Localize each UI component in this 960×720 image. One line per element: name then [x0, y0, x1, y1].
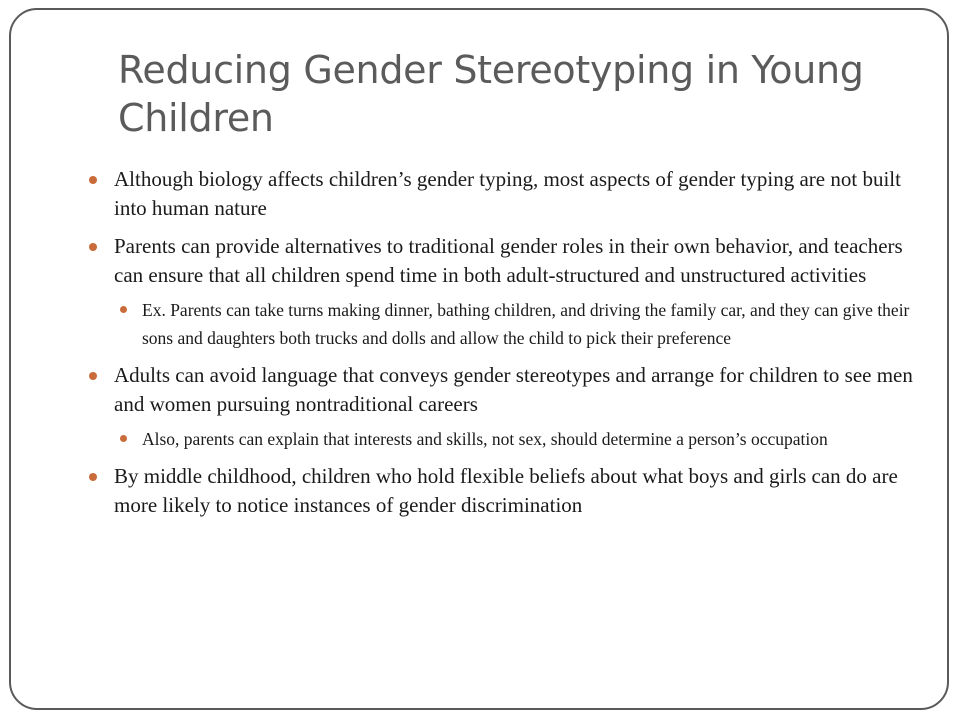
bullet-item — [89, 361, 929, 453]
sub-bullet-dot-icon — [120, 435, 127, 442]
sub-bullet-dot-icon — [120, 306, 127, 313]
bullet-text: By middle childhood, children who hold flexible beliefs about what boys and girls can do are more likely to notice instances of gender discrimination — [114, 464, 898, 517]
slide-frame — [9, 8, 949, 710]
bullet-dot-icon — [89, 372, 97, 380]
sub-bullet-text: Also, parents can explain that interests and skills, not sex, should determine a person’s occupation — [142, 429, 828, 449]
bullet-text: Parents can provide alternatives to traditional gender roles in their own behavior, and teachers can ensure that all children spend time in both adult-structured and unstructured activities — [114, 234, 903, 287]
sub-bullet-list — [114, 296, 929, 352]
bullet-dot-icon — [89, 176, 97, 184]
bullet-list — [89, 165, 929, 529]
bullet-item — [89, 232, 929, 352]
bullet-dot-icon — [89, 243, 97, 251]
bullet-item — [89, 165, 929, 223]
bullet-item — [89, 462, 929, 520]
slide-title: Reducing Gender Stereotyping in Young Children — [118, 48, 864, 140]
sub-bullet-text: Ex. Parents can take turns making dinner, bathing children, and driving the family car, and they can give their sons and daughters both trucks and dolls and allow the child to pick their preference — [142, 300, 910, 348]
bullet-text: Although biology affects children’s gender typing, most aspects of gender typing are not built into human nature — [114, 167, 901, 220]
bullet-text: Adults can avoid language that conveys gender stereotypes and arrange for children to see men and women pursuing nontraditional careers — [114, 363, 913, 416]
sub-bullet-item — [114, 296, 929, 352]
sub-bullet-list — [114, 425, 929, 453]
sub-bullet-item — [114, 425, 929, 453]
bullet-dot-icon — [89, 473, 97, 481]
